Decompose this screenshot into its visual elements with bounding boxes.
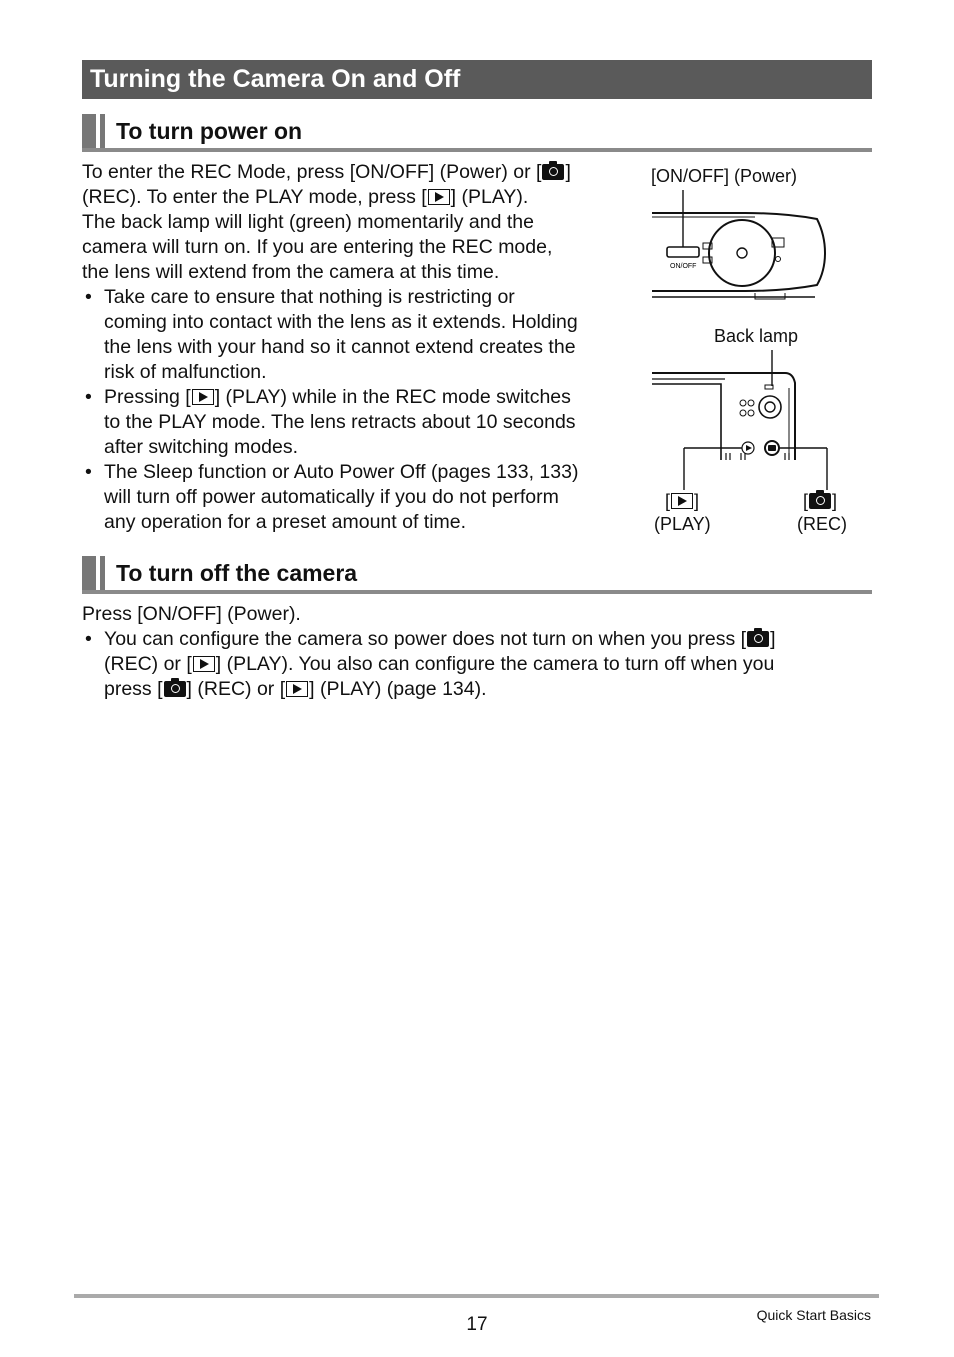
text-line: [104, 627, 862, 652]
camera-icon: [542, 164, 564, 180]
text-fragment: Pressing [: [104, 386, 191, 408]
camera-icon: [747, 631, 769, 647]
text-line: [82, 602, 862, 627]
bullet-dot: •: [85, 386, 92, 408]
page-title: Turning the Camera On and Off: [90, 65, 461, 93]
text-line: [104, 310, 617, 335]
text-line: [82, 185, 617, 210]
text-line: [104, 285, 617, 310]
bullet-item: [82, 385, 617, 460]
text-fragment: ] (PLAY).: [450, 186, 529, 208]
power-button-label: [ON/OFF] (Power): [651, 166, 798, 186]
text-fragment: risk of malfunction.: [104, 361, 267, 383]
heading-bar: [82, 556, 96, 590]
text-fragment: (REC). To enter the PLAY mode, press [: [82, 186, 427, 208]
section-title: To turn off the camera: [116, 560, 358, 586]
text-fragment: The Sleep function or Auto Power Off (pages 133, 133): [104, 461, 579, 483]
heading-bar: [100, 114, 105, 148]
text-fragment: the lens with your hand so it cannot extend creates the: [104, 336, 576, 358]
play-icon: [193, 656, 215, 672]
rec-label: (REC): [797, 514, 847, 534]
text-fragment: To enter the REC Mode, press [ON/OFF] (Power) or [: [82, 161, 542, 183]
camera-back-view: [645, 348, 840, 490]
rec-button-label: [ ]: [803, 491, 838, 511]
footer-rule: [74, 1294, 879, 1298]
text-fragment: ] (REC) or [: [186, 678, 286, 700]
camera-icon: [164, 681, 186, 697]
text-line: [104, 510, 617, 535]
text-line: [104, 460, 617, 485]
text-fragment: press [: [104, 678, 163, 700]
play-button-label: [ ]: [665, 491, 700, 511]
text-fragment: ] (PLAY) while in the REC mode switches: [214, 386, 571, 408]
text-fragment: (REC) or [: [104, 653, 192, 675]
camera-top-view: [645, 185, 835, 310]
text-line: [82, 235, 617, 260]
on-off-button: [667, 247, 699, 257]
text-fragment: ]: [770, 628, 776, 650]
play-icon: [286, 681, 308, 697]
play-icon: [428, 189, 450, 205]
footer-section-name: Quick Start Basics: [756, 1307, 871, 1323]
play-label: (PLAY): [654, 514, 711, 534]
bullet-item: [82, 460, 617, 535]
heading-bar: [82, 114, 96, 148]
section-heading-power-off: [82, 556, 872, 594]
play-icon: [192, 389, 214, 405]
bullet-dot: •: [85, 628, 92, 650]
text-fragment: You can configure the camera so power does not turn on when you press [: [104, 628, 747, 650]
on-off-text: ON/OFF: [670, 263, 697, 270]
page-number: 17: [466, 1314, 488, 1335]
text-fragment: any operation for a preset amount of time.: [104, 511, 467, 533]
text-fragment: camera will turn on. If you are entering the REC mode,: [82, 236, 553, 258]
text-line: [82, 210, 617, 235]
page-header: [82, 60, 872, 99]
text-line: [104, 652, 862, 677]
text-line: [104, 335, 617, 360]
text-fragment: Take care to ensure that nothing is restricting or: [104, 286, 515, 308]
section-heading-power-on: [82, 114, 872, 152]
text-line: [104, 485, 617, 510]
text-line: [104, 385, 617, 410]
text-fragment: The back lamp will light (green) momentarily and the: [82, 211, 534, 233]
text-fragment: to the PLAY mode. The lens retracts about 10 seconds: [104, 411, 576, 433]
text-fragment: ] (PLAY) (page 134).: [309, 678, 487, 700]
text-fragment: ]: [565, 161, 571, 183]
bullet-item: [82, 627, 862, 702]
bullet-dot: •: [85, 461, 92, 483]
text-line: [82, 260, 617, 285]
text-fragment: the lens will extend from the camera at this time.: [82, 261, 500, 283]
text-line: [104, 677, 862, 702]
text-fragment: coming into contact with the lens as it extends. Holding: [104, 311, 578, 333]
bullet-item: [82, 285, 617, 385]
power-on-body: [82, 160, 617, 535]
text-fragment: ] (PLAY). You also can configure the camera to turn off when you: [215, 653, 775, 675]
text-line: [104, 360, 617, 385]
text-line: [104, 410, 617, 435]
bullet-dot: •: [85, 286, 92, 308]
power-off-body: [82, 602, 862, 702]
control-ring: [759, 396, 781, 418]
mode-dial: [709, 220, 775, 286]
play-icon: [671, 493, 693, 509]
back-lamp-label: Back lamp: [714, 326, 799, 346]
text-line: [82, 160, 617, 185]
text-line: [104, 435, 617, 460]
text-fragment: Press [ON/OFF] (Power).: [82, 603, 301, 625]
text-fragment: after switching modes.: [104, 436, 299, 458]
section-title: To turn power on: [116, 118, 303, 144]
camera-icon: [809, 493, 831, 509]
text-fragment: will turn off power automatically if you do not perform: [104, 486, 559, 508]
heading-bar: [100, 556, 105, 590]
